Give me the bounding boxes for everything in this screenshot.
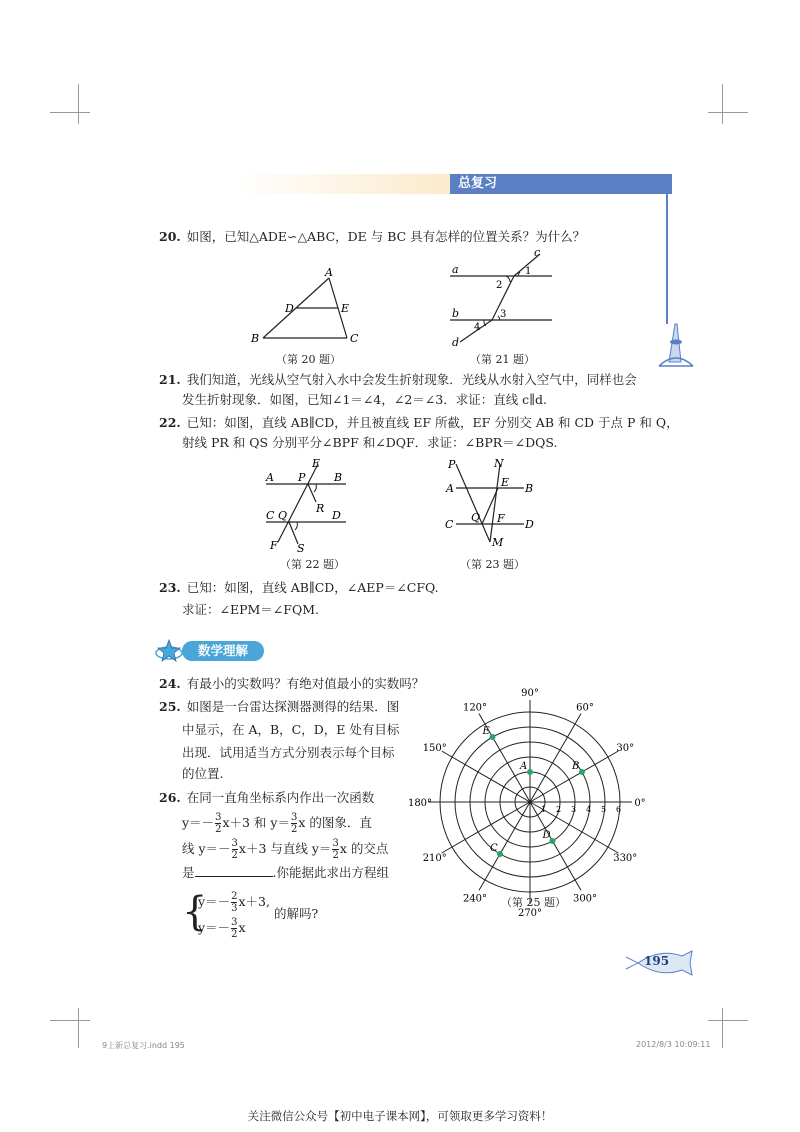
label-A: A	[446, 482, 454, 495]
question-22-line1	[159, 413, 679, 433]
figure-22	[262, 456, 362, 555]
crop-mark	[50, 112, 90, 113]
label-A: A	[325, 266, 333, 279]
fraction	[215, 812, 221, 835]
figure-23	[442, 456, 542, 552]
numerator: 2	[231, 891, 238, 902]
tower-icon	[655, 322, 695, 370]
target-dot	[579, 769, 585, 775]
question-25-line1	[159, 697, 399, 717]
caption-23: （第 23 题）	[460, 558, 525, 571]
angle-label: 60°	[576, 702, 594, 714]
footer-note: 关注微信公众号【初中电子课本网】，可领取更多学习资料！	[247, 1109, 553, 1123]
numerator: 3	[231, 917, 238, 928]
crop-mark	[708, 112, 748, 113]
question-text: 在同一直角坐标系内作出一次函数	[186, 790, 375, 805]
angle-2: 2	[496, 280, 503, 291]
text-segment: .你能据此求出方程组	[272, 865, 389, 880]
question-text: 如图，已知△ADE∽△ABC，DE 与 BC 具有怎样的位置关系？为什么？	[186, 229, 586, 244]
text-segment: y＝－	[198, 920, 231, 935]
label-D: D	[525, 518, 534, 531]
question-20	[159, 227, 585, 247]
angle-label: 120°	[462, 702, 488, 714]
question-23-line1	[159, 578, 439, 598]
angle-3: 3	[500, 309, 507, 320]
question-number: 25.	[159, 699, 181, 714]
caption-21: （第 21 题）	[470, 353, 535, 366]
denominator: 2	[290, 824, 298, 835]
label-F: F	[497, 512, 505, 525]
question-text: 已知：如图，直线 AB∥CD，∠AEP＝∠CFQ.	[186, 580, 439, 595]
target-label: D	[542, 829, 551, 841]
text-segment: 线 y＝－	[182, 841, 231, 856]
angle-label: 240°	[462, 893, 488, 905]
target-label: C	[490, 842, 498, 854]
question-21-line1	[159, 370, 637, 390]
target-dot	[490, 734, 496, 740]
crop-mark	[708, 1020, 748, 1021]
question-number: 26.	[159, 790, 181, 805]
text-segment: 是	[182, 865, 195, 880]
label-R: R	[316, 502, 325, 515]
angle-label: 150°	[422, 743, 447, 754]
label-B: B	[525, 482, 534, 495]
slug-right: 2012/8/3 10:09:11	[636, 1040, 711, 1049]
question-26-line1	[159, 788, 374, 808]
question-text: 有最小的实数吗？有绝对值最小的实数吗？	[186, 676, 425, 691]
angle-label: 210°	[422, 853, 447, 864]
crop-mark	[722, 84, 723, 124]
side-rule	[666, 194, 668, 324]
text-segment: x＋3 和 y＝	[222, 815, 290, 830]
system-tail: 的解吗?	[274, 906, 319, 921]
angle-label: 300°	[572, 893, 598, 905]
angle-4: 4	[474, 322, 481, 333]
text-segment: x	[238, 920, 246, 935]
label-P: P	[448, 458, 456, 471]
target-dot	[527, 769, 533, 775]
label-F: F	[270, 539, 278, 552]
question-number: 23.	[159, 580, 181, 595]
question-26-line3	[182, 836, 388, 862]
label-A: A	[266, 471, 274, 484]
label-b: b	[452, 307, 460, 320]
question-number: 24.	[159, 676, 181, 691]
figure-20	[245, 268, 375, 348]
answer-blank[interactable]	[195, 862, 273, 877]
caption-22: （第 22 题）	[280, 558, 345, 571]
label-C: C	[445, 518, 454, 531]
question-26-line4	[182, 862, 389, 883]
target-label: E	[482, 726, 490, 738]
label-P: P	[298, 471, 306, 484]
page-number: 195	[644, 954, 670, 968]
label-S: S	[297, 542, 305, 555]
label-D: D	[332, 509, 341, 522]
numerator: 3	[215, 812, 222, 823]
ring-label: 4	[586, 805, 592, 814]
fraction	[231, 917, 237, 940]
numerator: 3	[290, 812, 298, 823]
text-segment: x＋3,	[238, 894, 270, 909]
text-segment: x 的图象．直	[298, 815, 372, 830]
label-C: C	[350, 332, 359, 345]
ring-label: 5	[601, 805, 607, 814]
crop-mark	[78, 1008, 79, 1048]
numerator: 3	[332, 838, 339, 849]
label-B: B	[334, 471, 343, 484]
ring-label: 3	[571, 805, 577, 814]
question-24	[159, 674, 424, 694]
label-d: d	[452, 336, 460, 349]
chapter-title: 总复习	[458, 176, 498, 191]
fraction	[231, 891, 237, 914]
equation-brace: {	[182, 889, 208, 935]
crop-mark	[50, 1020, 90, 1021]
fraction	[291, 812, 297, 835]
question-26-line2	[182, 810, 372, 836]
caption-25: （第 25 题）	[501, 896, 566, 909]
target-label: B	[571, 761, 580, 772]
question-25-line4: 的位置.	[182, 766, 224, 781]
question-22-line2: 射线 PR 和 QS 分别平分∠BPF 和∠DQF．求证：∠BPR＝∠DQS.	[182, 435, 558, 450]
crop-mark	[78, 84, 79, 124]
text-segment: y＝－	[182, 815, 215, 830]
label-B: B	[251, 332, 260, 345]
denominator: 2	[231, 850, 238, 861]
denominator: 2	[215, 824, 222, 835]
angle-label: 30°	[616, 743, 635, 754]
slug-left: 9上新总复习.indd 195	[102, 1041, 185, 1050]
label-c: c	[534, 246, 541, 259]
angle-label: 270°	[517, 908, 543, 919]
fraction	[332, 838, 338, 861]
question-21-line2: 发生折射现象．如图，已知∠1＝∠4，∠2＝∠3．求证：直线 c∥d.	[182, 392, 547, 407]
question-number: 22.	[159, 415, 181, 430]
figure-21	[448, 248, 558, 348]
ring-label: 6	[616, 805, 622, 814]
target-label: A	[520, 761, 528, 772]
denominator: 2	[332, 850, 339, 861]
crop-mark	[722, 1008, 723, 1048]
label-D: D	[285, 302, 294, 315]
angle-label: 90°	[521, 688, 539, 699]
text-segment: x 的交点	[339, 841, 389, 856]
angle-label: 180°	[407, 798, 433, 809]
label-Q: Q	[471, 511, 481, 524]
ring-label: 2	[556, 805, 562, 814]
angle-label: 0°	[634, 798, 646, 809]
question-text: 如图是一台雷达探测器测得的结果．图	[186, 699, 400, 714]
fraction	[232, 838, 238, 861]
label-C: C	[266, 509, 275, 522]
caption-20: （第 20 题）	[276, 353, 341, 366]
question-number: 21.	[159, 372, 181, 387]
angle-label: 330°	[613, 853, 638, 864]
section-title: 数学理解	[182, 641, 264, 661]
label-E: E	[312, 457, 321, 470]
question-23-line2: 求证：∠EPM＝∠FQM.	[182, 602, 319, 617]
question-25-line3: 出现．试用适当方式分别表示每个目标	[182, 745, 395, 760]
numerator: 3	[231, 838, 238, 849]
denominator: 3	[231, 903, 238, 914]
header-gradient	[236, 174, 450, 194]
text-segment: y＝－	[198, 894, 231, 909]
star-icon	[154, 638, 184, 664]
label-a: a	[452, 263, 459, 276]
angle-1: 1	[525, 266, 532, 277]
label-M: M	[492, 536, 504, 549]
label-Q: Q	[278, 509, 288, 522]
text-segment: x＋3 与直线 y＝	[238, 841, 332, 856]
system-eq-1	[198, 890, 270, 914]
denominator: 2	[231, 929, 238, 940]
label-E: E	[501, 476, 510, 489]
question-text: 我们知道，光线从空气射入水中会发生折射现象．光线从水射入空气中，同样也会	[186, 372, 637, 387]
question-number: 20.	[159, 229, 181, 244]
question-text: 已知：如图，直线 AB∥CD，并且被直线 EF 所截，EF 分别交 AB 和 CD 于点 P 和 Q，	[186, 415, 679, 430]
ring-label: 1	[541, 805, 547, 814]
label-E: E	[341, 302, 350, 315]
target-dot	[497, 851, 503, 857]
system-eq-2	[198, 916, 246, 940]
question-25-line2: 中显示，在 A，B，C，D，E 处有目标	[182, 722, 400, 737]
label-N: N	[494, 457, 504, 470]
